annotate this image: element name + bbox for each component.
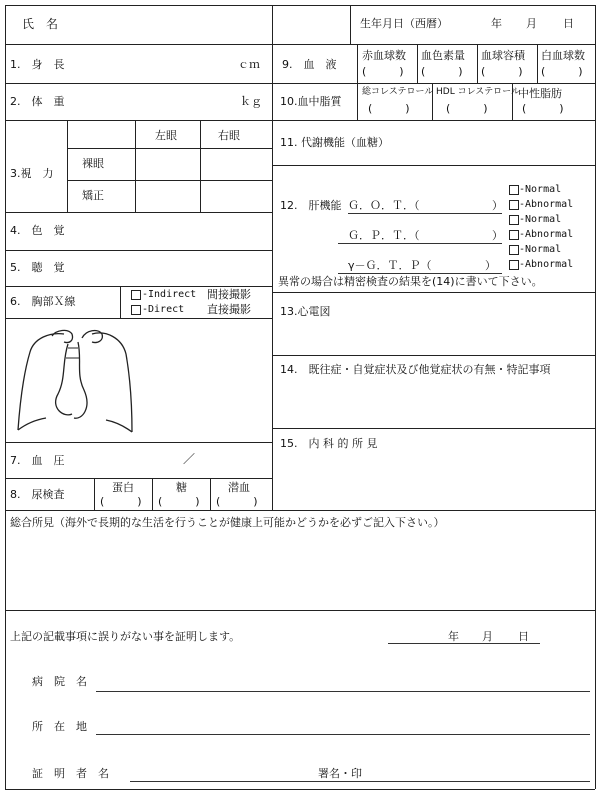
urine-occult-blood: 潜血	[228, 481, 250, 494]
chest-xray-label: 6. 胸部Ｘ線	[10, 295, 76, 308]
blood-hematocrit: 血球容積	[481, 49, 525, 62]
vision-divider	[200, 120, 201, 212]
weight-label: 2. 体 重	[10, 95, 65, 108]
address-line[interactable]	[96, 734, 590, 735]
internal-findings-label: 15. 内 科 的 所 見	[280, 437, 378, 450]
vision-right-eye: 右眼	[218, 129, 240, 142]
liver-ggtp-label: γ－Ｇ．Ｔ．Ｐ（	[348, 259, 432, 272]
certify-statement: 上記の記載事項に誤りがない事を証明します。	[10, 630, 241, 643]
certify-day: 日	[518, 630, 529, 643]
color-vision-label: 4. 色 覚	[10, 224, 65, 237]
blood-label: 9. 血 液	[282, 58, 337, 71]
ecg-label: 13.心電図	[280, 305, 331, 318]
row-line-liver	[272, 292, 595, 293]
blood-divider	[417, 44, 418, 83]
gpt-normal-checkbox[interactable]	[509, 215, 519, 225]
indirect-checkbox[interactable]	[131, 290, 141, 300]
header-divider	[350, 5, 351, 44]
chest-diagram-icon	[12, 322, 142, 440]
urine-divider	[210, 478, 211, 510]
row-line-vision	[5, 212, 272, 213]
row-line-height	[5, 83, 272, 84]
vision-divider	[135, 120, 136, 212]
vision-row-line	[67, 180, 272, 181]
certify-year: 年	[448, 630, 459, 643]
liver-gpt-close: ）	[492, 229, 503, 242]
urine-sugar-value[interactable]: ( )	[158, 495, 200, 508]
liver-gpt-underline	[338, 243, 502, 244]
lipid-tg: 中性脂肪	[518, 87, 562, 100]
gpt-abnormal-checkbox[interactable]	[509, 230, 519, 240]
blood-divider	[537, 44, 538, 83]
got-normal-label: -Normal	[519, 184, 562, 195]
column-divider	[272, 5, 273, 510]
liver-got-close: ）	[492, 199, 503, 212]
urine-sugar: 糖	[176, 481, 187, 494]
dob-label: 生年月日（西暦）	[360, 17, 448, 30]
ggtp-abnormal-label: -Abnormal	[519, 259, 574, 270]
blood-hemoglobin: 血色素量	[421, 49, 465, 62]
liver-ggtp-underline	[338, 273, 502, 274]
urine-divider	[152, 478, 153, 510]
border-left	[5, 5, 6, 789]
border-bottom	[5, 789, 595, 790]
row-line-xray	[5, 442, 272, 443]
bp-label: 7. 血 圧	[10, 454, 65, 467]
liver-got-underline	[348, 213, 502, 214]
gpt-abnormal-label: -Abnormal	[519, 229, 574, 240]
urine-protein-value[interactable]: ( )	[100, 495, 142, 508]
height-label: 1. 身 長	[10, 58, 65, 71]
direct-label: -Direct	[142, 304, 185, 315]
row-line-bp	[5, 478, 272, 479]
row-line-history	[272, 428, 595, 429]
ggtp-abnormal-checkbox[interactable]	[509, 260, 519, 270]
liver-label: 12. 肝機能	[280, 199, 342, 212]
gpt-normal-label: -Normal	[519, 214, 562, 225]
lipid-total-chol-value[interactable]: ( )	[368, 102, 410, 115]
liver-ggtp-close: ）	[485, 259, 496, 272]
row-line-overall	[5, 610, 595, 611]
row-line-xray-head	[5, 318, 272, 319]
certifier-label: 証 明 者 名	[32, 767, 109, 780]
vision-corrected: 矯正	[82, 189, 104, 202]
address-label: 所 在 地	[32, 720, 87, 733]
history-label: 14. 既往症・自覚症状及び他覚症状の有無・特記事項	[280, 363, 551, 376]
border-right	[595, 5, 596, 789]
ggtp-normal-label: -Normal	[519, 244, 562, 255]
bp-separator: ／	[183, 452, 196, 466]
liver-got-label: Ｇ．Ｏ．Ｔ．（	[348, 199, 420, 212]
got-normal-checkbox[interactable]	[509, 185, 519, 195]
blood-rbc: 赤血球数	[362, 49, 406, 62]
row-line-blood	[272, 83, 595, 84]
blood-rbc-value[interactable]: ( )	[362, 65, 404, 78]
blood-divider	[477, 44, 478, 83]
row-line-urine	[5, 510, 595, 511]
vision-label: 3.視 力	[10, 167, 54, 180]
urine-protein: 蛋白	[112, 481, 134, 494]
liver-gpt-label: Ｇ．Ｐ．Ｔ．（	[348, 229, 420, 242]
lipid-tg-value[interactable]: ( )	[522, 102, 564, 115]
dob-day: 日	[563, 17, 574, 30]
blood-hematocrit-value[interactable]: ( )	[481, 65, 523, 78]
urine-occult-blood-value[interactable]: ( )	[216, 495, 258, 508]
certify-date-underline	[388, 643, 540, 644]
lipid-hdl: HDL コレステロール	[436, 87, 520, 97]
overall-findings-label: 総合所見（海外で長期的な生活を行うことが健康上可能かどうかを必ずご記入下さい。）	[10, 516, 445, 529]
blood-wbc-value[interactable]: ( )	[541, 65, 583, 78]
row-line-hearing	[5, 286, 272, 287]
row-line-metabolic	[272, 165, 595, 166]
urine-divider	[94, 478, 95, 510]
row-line-color	[5, 250, 272, 251]
vision-row-line	[67, 148, 272, 149]
blood-divider	[357, 44, 358, 120]
certifier-line[interactable]	[130, 781, 590, 782]
height-unit: ｃｍ	[238, 58, 260, 71]
lipid-hdl-value[interactable]: ( )	[446, 102, 488, 115]
hospital-line[interactable]	[96, 691, 590, 692]
dob-month: 月	[526, 17, 537, 30]
lipid-label: 10.血中脂質	[280, 95, 342, 108]
indirect-jp-label: 間接撮影	[207, 288, 251, 301]
certify-month: 月	[482, 630, 493, 643]
row-line-ecg	[272, 355, 595, 356]
border-top	[5, 5, 595, 6]
ggtp-normal-checkbox[interactable]	[509, 245, 519, 255]
row-line-weight	[5, 120, 272, 121]
lipid-total-chol: 総コレステロール	[362, 87, 434, 97]
vision-divider	[67, 120, 68, 212]
indirect-label: -Indirect	[142, 289, 197, 300]
xray-divider	[120, 286, 121, 318]
blood-wbc: 白血球数	[541, 49, 585, 62]
name-label: 氏 名	[22, 17, 59, 31]
weight-unit: ｋｇ	[240, 95, 262, 108]
direct-jp-label: 直接撮影	[207, 303, 251, 316]
seal-label: 署名・印	[318, 767, 362, 780]
row-line-lipid	[272, 120, 595, 121]
urine-label: 8. 尿検査	[10, 488, 65, 501]
vision-naked: 裸眼	[82, 157, 104, 170]
blood-hemoglobin-value[interactable]: ( )	[421, 65, 463, 78]
got-abnormal-label: -Abnormal	[519, 199, 574, 210]
metabolic-label: 11. 代謝機能（血糖）	[280, 136, 389, 149]
row-line-header	[5, 44, 595, 45]
vision-left-eye: 左眼	[155, 129, 177, 142]
got-abnormal-checkbox[interactable]	[509, 200, 519, 210]
hospital-label: 病 院 名	[32, 675, 87, 688]
liver-note: 異常の場合は精密検査の結果を(14)に書いて下さい。	[278, 275, 543, 288]
direct-checkbox[interactable]	[131, 305, 141, 315]
dob-year: 年	[491, 17, 502, 30]
hearing-label: 5. 聴 覚	[10, 261, 65, 274]
